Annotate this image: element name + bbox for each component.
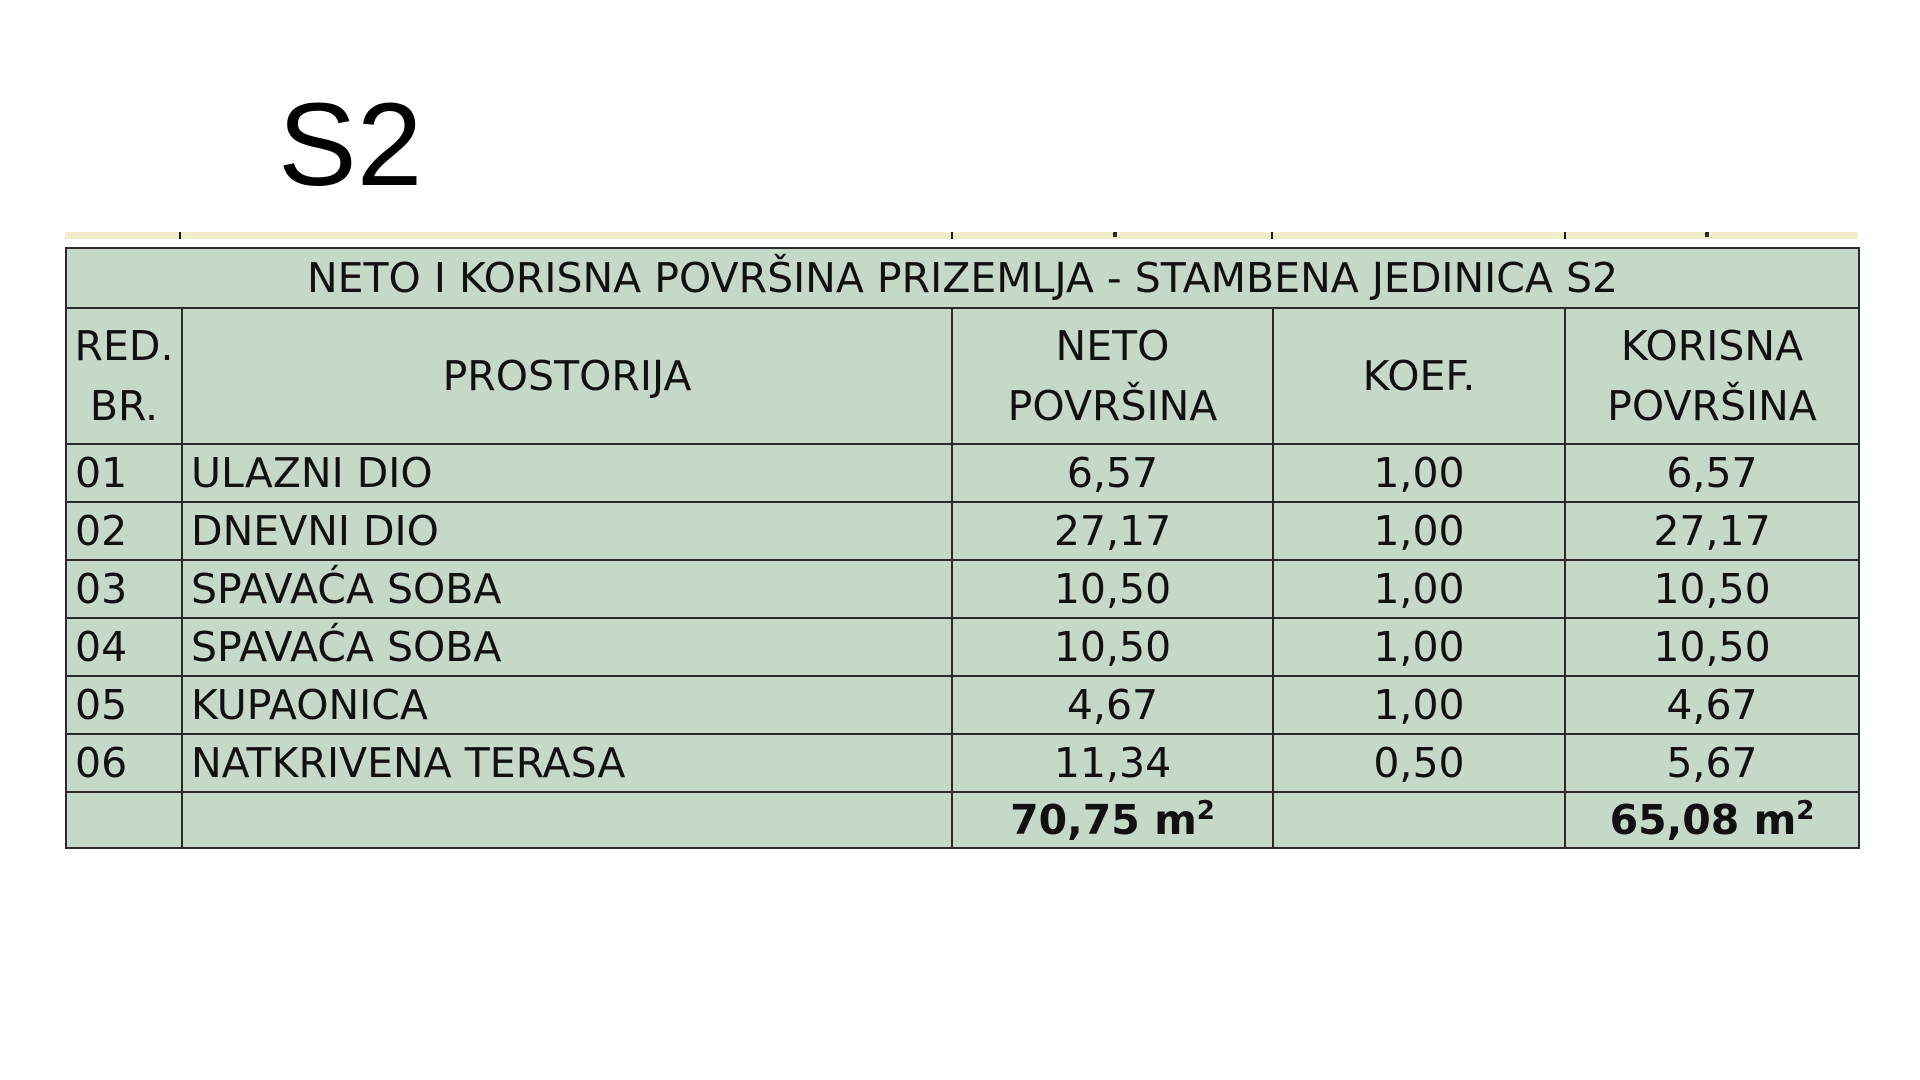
cell-room: ULAZNI DIO: [182, 444, 952, 502]
cell-neto: 4,67: [952, 676, 1273, 734]
cell-korisna: 5,67: [1565, 734, 1859, 792]
cell-number: 01: [66, 444, 182, 502]
cell-room: SPAVAĆA SOBA: [182, 560, 952, 618]
header-room: PROSTORIJA: [182, 308, 952, 444]
cell-koef: 1,00: [1273, 560, 1565, 618]
cell-neto: 10,50: [952, 618, 1273, 676]
table-title: NETO I KORISNA POVRŠINA PRIZEMLJA - STAMBENA JEDINICA S2: [66, 248, 1859, 308]
cell-room: KUPAONICA: [182, 676, 952, 734]
table-row: [66, 560, 1859, 618]
cell-koef: 1,00: [1273, 676, 1565, 734]
cell-number: 02: [66, 502, 182, 560]
cell-koef: 1,00: [1273, 502, 1565, 560]
total-neto-value: 70,75 m: [1010, 796, 1197, 844]
cell-neto: 11,34: [952, 734, 1273, 792]
table-row: [66, 444, 1859, 502]
cell-neto: 6,57: [952, 444, 1273, 502]
strip-glyph-fragment: [1705, 232, 1709, 237]
unit-superscript: 2: [1796, 796, 1815, 826]
cell-korisna: 6,57: [1565, 444, 1859, 502]
header-number-line-2: BR.: [89, 382, 159, 430]
cell-koef: 1,00: [1273, 618, 1565, 676]
table-row: [66, 502, 1859, 560]
header-neto: [952, 308, 1273, 444]
total-korisna: [1565, 792, 1859, 848]
cell-room: NATKRIVENA TERASA: [182, 734, 952, 792]
strip-glyph-fragment: [1113, 232, 1117, 237]
table-header-row: [66, 308, 1859, 444]
area-table: [65, 247, 1860, 849]
totals-empty-cell: [182, 792, 952, 848]
strip-divider: [951, 232, 953, 239]
cell-korisna: 4,67: [1565, 676, 1859, 734]
cell-number: 06: [66, 734, 182, 792]
totals-row: [66, 792, 1859, 848]
header-number: [66, 308, 182, 444]
header-korisna-line-1: KORISNA: [1620, 322, 1804, 370]
cell-neto: 27,17: [952, 502, 1273, 560]
table-row: [66, 734, 1859, 792]
header-neto-line-2: POVRŠINA: [1007, 382, 1218, 430]
cell-koef: 0,50: [1273, 734, 1565, 792]
strip-divider: [1271, 232, 1273, 239]
table-title-row: [66, 248, 1859, 308]
header-korisna: [1565, 308, 1859, 444]
header-number-line-1: RED.: [74, 322, 174, 370]
cropped-previous-row: [65, 232, 1858, 239]
cell-number: 04: [66, 618, 182, 676]
table-row: [66, 676, 1859, 734]
cell-korisna: 10,50: [1565, 560, 1859, 618]
cell-korisna: 10,50: [1565, 618, 1859, 676]
cell-room: DNEVNI DIO: [182, 502, 952, 560]
cell-korisna: 27,17: [1565, 502, 1859, 560]
header-neto-line-1: NETO: [1055, 322, 1170, 370]
header-koef: KOEF.: [1273, 308, 1565, 444]
cell-number: 03: [66, 560, 182, 618]
totals-empty-cell: [66, 792, 182, 848]
strip-divider: [179, 232, 181, 239]
cell-number: 05: [66, 676, 182, 734]
page-title: S2: [278, 79, 423, 211]
total-neto: [952, 792, 1273, 848]
total-korisna-value: 65,08 m: [1609, 796, 1797, 844]
unit-superscript: 2: [1196, 796, 1215, 826]
header-korisna-line-2: POVRŠINA: [1607, 382, 1817, 430]
totals-empty-cell: [1273, 792, 1565, 848]
strip-divider: [1564, 232, 1566, 239]
cell-room: SPAVAĆA SOBA: [182, 618, 952, 676]
table-row: [66, 618, 1859, 676]
cell-koef: 1,00: [1273, 444, 1565, 502]
cell-neto: 10,50: [952, 560, 1273, 618]
